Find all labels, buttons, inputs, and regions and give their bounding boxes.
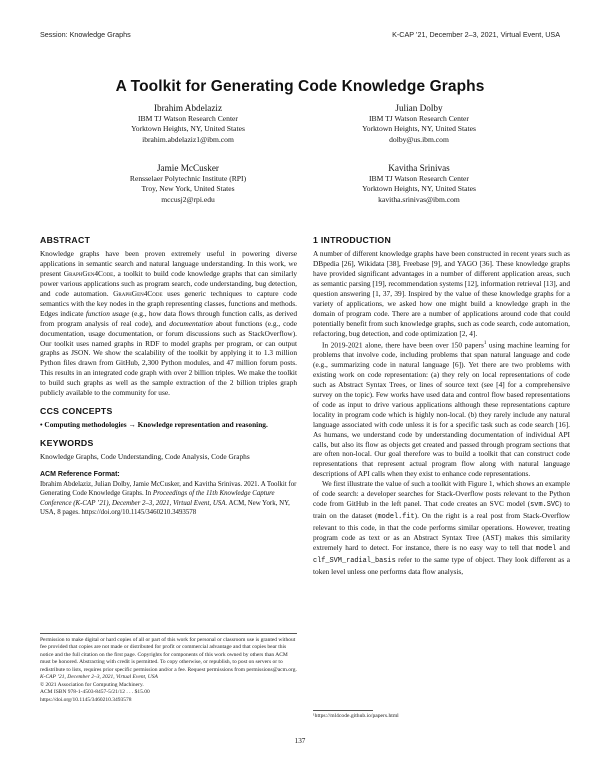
author-email[interactable]: kavitha.srinivas@ibm.com xyxy=(378,194,460,204)
intro-paragraph: We first illustrate the value of such a toolkit with Figure 1, which shows an example of code search: a developer searches for Stack-Overflow posts relevant to the Python code from GitHub in the left panel. That code creates an SVC model (svm.SVC) to train on the dataset (model.fit). On the right is a real post from Stack-Overflow relevant to this code, in that the code performs similar operations. However, treating program code as text or as an Abstract Syntax Tree (AST) makes this similarity extremely hard to detect. For instance, there is no easy way to tell that model and clf_SVM_radial_basis refer to the same type of object. They look different as a token level unless one performs data flow analysis, xyxy=(313,479,570,576)
ccs-text: • Computing methodologies → Knowledge representation and reasoning. xyxy=(40,420,268,430)
author-location: Yorktown Heights, NY, United States xyxy=(131,124,245,134)
acm-reference-text: Ibrahim Abdelaziz, Julian Dolby, Jamie McCusker, and Kavitha Srinivas. 2021. A Toolkit for Generating Code Knowledge Graphs. In Proceedings of the 11th Knowledge Capture Conference (K-CAP ’21), December 2–3, 2021, Virtual Event, USA. ACM, New York, NY, USA, 8 pages. https://doi.org/10.1145/3460210.3493578 xyxy=(40,481,297,517)
keywords-heading: KEYWORDS xyxy=(40,438,94,449)
author-block xyxy=(289,102,549,145)
intro-paragraph: A number of different knowledge graphs have been constructed in recent years such as DBpedia [26], Wikidata [38], Freebase [9], and YAGO [36]. These knowledge graphs have provided significant advantages in a number of different application areas, such as semantic parsing [19], recommendation systems [12], information retrieval [13], and question answering [1, 37, 39]. Inspired by the value of these knowledge graphs for a variety of applications, we asked how one might build a knowledge graph in the domain of program code. There are a number of applications around code that could potentially benefit from such knowledge graphs, such as code search, code automation, refactoring, bug detection, and code optimization [2, 4]. xyxy=(313,248,570,338)
author-block xyxy=(58,102,318,145)
author-location: Troy, New York, United States xyxy=(141,184,235,194)
footnote[interactable]: ¹https://ml4code.github.io/papers.html xyxy=(313,713,399,719)
permission-copyright: © 2021 Association for Computing Machinery. xyxy=(40,681,144,688)
author-affiliation: IBM TJ Watson Research Center xyxy=(369,114,469,123)
abstract-text: Knowledge graphs have been proven extremely useful in powering diverse applications in semantic search and natural language understanding. In this work, we present GraphGen4Code, a toolkit to build code knowledge graphs that can similarly power various applications such as program search, code understanding, bug detection, and code automation. GraphGen4Code uses generic techniques to capture code semantics with the key nodes in the graph representing classes, functions and methods. Edges indicate function usage (e.g., how data flows through function calls, as derived from program analysis of real code), and documentation about functions (e.g., code documentation, usage documentation, or forum discussions such as StackOverflow). Our toolkit uses named graphs in RDF to model graphs per program, or can output graphs as JSON. We show the scalability of the toolkit by applying it to 1.3 million Python files drawn from GitHub, 2,300 Python modules, and 47 million forum posts. This results in an integrated code graph with over 2 billion triples. We make the toolkit to build such graphs as well as the sample extraction of the 2 billion triples graph publicly available to the community for use. xyxy=(40,248,297,398)
author-email[interactable]: ibrahim.abdelaziz1@ibm.com xyxy=(142,134,234,144)
permission-isbn: ACM ISBN 978-1-4503-8457-5/21/12 . . . $15.00 xyxy=(40,689,150,696)
author-name: Ibrahim Abdelaziz xyxy=(153,103,223,113)
abstract-heading: ABSTRACT xyxy=(40,235,91,245)
introduction-heading: 1 INTRODUCTION xyxy=(313,235,392,245)
intro-paragraph: In 2019-2021 alone, there have been over 150 papers$^1$ using machine learning for problems that involve code, including problems that span natural language and code (e.g., summarizing code in natural language [6]). Yet there are two problems with existing work on code representation: (a) they rely on local representations of code such as Abstract Syntax Trees, or lines of source text (see [4] for a comprehensive survey on the topic). Few works have used data and control flow based representations of code as input to drive various applications although these representations capture locality in program code which is highly non-local. (b) they rarely include any natural language associated with code unless it is for a specific task such as code search [16]. As humans, we understand code by understanding documentation of individual API calls, but also its flow as objects get created and passed through program sections that are often non-local. Our goal therefore was to build a toolkit that can construct code representations that represent actual program flow along with natural language descriptions of API calls when they exist to enhance code representations. xyxy=(313,339,570,479)
footnote-rule xyxy=(313,710,373,711)
author-affiliation: Rensselaer Polytechnic Institute (RPI) xyxy=(129,174,247,183)
running-header-right: K-CAP ’21, December 2–3, 2021, Virtual Event, USA xyxy=(392,30,560,39)
author-block xyxy=(58,162,318,205)
right-column xyxy=(313,236,570,577)
author-location: Yorktown Heights, NY, United States xyxy=(362,184,476,194)
author-location: Yorktown Heights, NY, United States xyxy=(362,124,476,134)
acm-reference-label: ACM Reference Format: xyxy=(40,471,120,479)
permission-doi[interactable]: https://doi.org/10.1145/3460210.3493578 xyxy=(40,696,132,703)
permission-block xyxy=(40,633,297,704)
author-name: Julian Dolby xyxy=(395,103,443,113)
ccs-heading: CCS CONCEPTS xyxy=(40,406,113,417)
permission-venue: K-CAP ’21, December 2–3, 2021, Virtual Event, USA xyxy=(40,674,158,681)
author-email[interactable]: dolby@us.ibm.com xyxy=(389,134,449,144)
keywords-text: Knowledge Graphs, Code Understanding, Code Analysis, Code Graphs xyxy=(40,452,250,462)
author-affiliation: IBM TJ Watson Research Center xyxy=(138,114,238,123)
left-column xyxy=(40,236,297,518)
author-affiliation: IBM TJ Watson Research Center xyxy=(369,174,469,183)
paper-title: A Toolkit for Generating Code Knowledge Graphs xyxy=(115,78,485,95)
author-email[interactable]: mccusj2@rpi.edu xyxy=(161,194,215,204)
running-header-left: Session: Knowledge Graphs xyxy=(40,30,131,39)
author-block xyxy=(289,162,549,205)
author-name: Jamie McCusker xyxy=(156,163,219,173)
author-name: Kavitha Srinivas xyxy=(388,163,450,173)
permission-text: Permission to make digital or hard copies of all or part of this work for personal or classroom use is granted without fee provided that copies are not made or distributed for profit or commercial advantage and that copies bear this notice and the full citation on the first page. Copyrights for components of this work owned by others than ACM must be honored. Abstracting with credit is permitted. To copy otherwise, or republish, to post on servers or to redistribute to lists, requires prior specific permission and/or a fee. Request permissions from permissions@acm.org. xyxy=(40,637,297,673)
page-number: 137 xyxy=(294,737,306,745)
footnote-marker[interactable]: 1 xyxy=(483,340,487,346)
